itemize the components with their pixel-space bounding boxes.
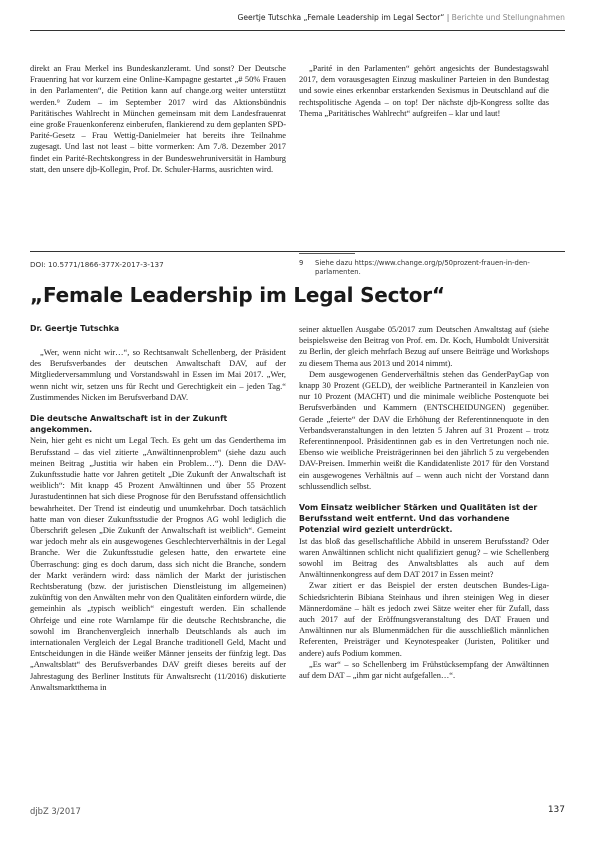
footnote-rule <box>299 253 355 254</box>
article-author: Dr. Geertje Tutschka <box>30 324 120 333</box>
footnote-number: 9 <box>299 259 304 267</box>
header-rule <box>30 30 565 31</box>
article-paragraph: „Es war“ – so Schellenberg im Frühstücksempfang der Anwältinnen auf dem DAT – „ihm gar nicht aufgefallen…“. <box>299 659 549 681</box>
running-header <box>0 13 565 22</box>
page-number: 137 <box>547 805 565 815</box>
article-paragraph: Ist das bloß das gesellschaftliche Abbild in unserem Berufsstand? Oder waren Anwältinnen schlicht nicht qualifiziert genug? – wie Schellenberg sowohl im Beitrag des Anwaltsblattes als auch auf dem Anwältinnenkongress auf dem DAT 2017 in Essen meint? <box>299 536 549 580</box>
footnote-text: Siehe dazu https://www.change.org/p/50prozent-frauen-in-den-parlamenten. <box>315 259 530 276</box>
journal-issue: djbZ 3/2017 <box>30 806 81 816</box>
footnote <box>299 259 549 277</box>
previous-article-closing-paragraph: „Parité in den Parlamenten“ gehört angesichts der Bundestagswahl 2017, dem vorausgesagten Einzug maskuliner Parteien in den Bundestag und sowie eines erkennbar erstarkenden Sexismus in Deutschland auf die rechtspolitische Agenda – on top! Der nächste djb-Kongress sollte das Thema „Paritätisches Wahlrecht“ aufgreifen – klar und laut! <box>299 64 549 118</box>
article-right-column <box>299 324 549 681</box>
article-paragraph: seiner aktuellen Ausgabe 05/2017 zum Deutschen Anwaltstag auf (siehe beispielsweise den Beitrag von Prof. em. Dr. Koch, Humboldt Universität zu Berlin, der gleich mehrfach Bezug auf unsere Beiträge und Workshops zu diesem Thema aus 2013 und 2014 nimmt). <box>299 325 549 368</box>
doi-rule <box>30 251 565 252</box>
previous-article-left-column <box>30 63 286 175</box>
previous-article-paragraph: direkt an Frau Merkel ins Bundeskanzleramt. Und sonst? Der Deutsche Frauenring hat vor kurzem eine Online-Kampagne gestartet „# 50% Frauen in den Parlamenten“, die Petition kann auf change.org weiter unterstützt werden.⁹ Zudem – im September 2017 wird das Aktionsbündnis Paritätisches Wahlrecht in München gemeinsam mit dem Landesfrauenrat eine große Frauenkonferenz einberufen, flankierend zu dem geplanten SPD-Parité-Gesetz – Frau Wettig-Danielmeier hat bereits ihre Teilnahme zugesagt. Und last not least – bitte vormerken: Am 7./8. Dezember 2017 findet ein Parité-Rechtskongress in der Bundeswehruniversität in Hamburg statt, den unsere djb-Kollegin, Prof. Dr. Schuler-Harms, ausrichten wird. <box>30 64 286 174</box>
doi: DOI: 10.5771/1866-377X-2017-3-137 <box>30 260 164 269</box>
section-category: Berichte und Stellungnahmen <box>451 13 565 22</box>
article-left-column <box>30 347 286 693</box>
running-title: Geertje Tutschka „Female Leadership im Legal Sector“ <box>237 13 445 22</box>
article-paragraph: „Wer, wenn nicht wir…“, so Rechtsanwalt Schellenberg, der Präsident des Berufsverbandes der deutschen Anwaltschaft DAV, auf der Mitgliederversammlung und Vorstandswahl in Essen im Mai 2017. „Wer, wenn nicht wir, setzen uns für Recht und Gerechtigkeit ein – jeden Tag.“ Zustimmendes Nicken im Berufsverband DAV. <box>30 348 286 402</box>
section-heading: Vom Einsatz weiblicher Stärken und Qualitäten ist der Berufsstand weit entfernt. Und das vorhandene Potenzial wird gezielt unterdrückt. <box>299 503 538 535</box>
section-heading: Die deutsche Anwaltschaft ist in der Zukunft angekommen. <box>30 414 228 435</box>
article-paragraph: Dem ausgewogenen Genderverhältnis stehen das GenderPayGap von knapp 30 Prozent (GELD), der weibliche Partneranteil in Kanzleien von nur 10 Prozent (MACHT) und die minimale weibliche Postenquote bei Berufsverbänden und Kammern (ENTSCHEIDUNGEN) gegenüber. Gerade „feierte“ der DAV die Erhöhung der Referentinnenquote in den Verbandsveranstaltungen in den letzten 5 Jahren auf 31 Prozent – trotz Referentinnenpool. Präsidentinnen gab es in den Vertretungen noch nie. Ebenso wie weibliche Preisträgerinnen bei den jährlich 5 zu vergebenden DAV-Preisen. Immerhin weißt die Kandidatenliste 2017 für den Vorstand ein ausgewogenes Verhältnis auf – wenn auch nicht der Vorstand dann schlussendlich selbst. <box>299 369 549 491</box>
previous-article-right-column <box>299 63 549 119</box>
article-title: „Female Leadership im Legal Sector“ <box>30 283 445 307</box>
article-paragraph: Zwar zitiert er das Beispiel der ersten deutschen Bundes-Liga-Schiedsrichterin Bibiana Steinhaus und ihren steinigen Weg in dieser Männerdomäne – hält es jedoch zwei Sätze weiter eher für Zufall, dass auch 2017 auf der Eröffnungsveranstaltung des DAT Frauen und Anwältinnen nur als Blumenmädchen für die ausschließlich männlichen Referenten, Preisträger und Keynotespeaker (Juristen, Politiker und andere) aufs Podium kommen. <box>299 581 549 658</box>
header-separator: | <box>446 13 450 22</box>
article-paragraph: Nein, hier geht es nicht um Legal Tech. Es geht um das Genderthema im Berufsstand – das viel zitierte „Anwältinnenproblem“ (siehe dazu auch meinen Beitrag „Justitia wir haben ein Problem…“). Denn die DAV-Zukunftsstudie hatte vor Jahren getitelt „Die Zukunft der Anwaltschaft ist weiblich“: Mit knapp 45 Prozent Anwältinnen und über 55 Prozent Jurastudentinnen hat sich diese Prognose für den Berufsstand offensichtlich bewahrheitet. Der Trend ist eindeutig und unumkehrbar. Doch tatsächlich hatte man von dieser Zukunftsstudie der Prognos AG wohl lediglich die Überschrift gelesen „Die Zukunft der Anwaltschaft ist weiblich“. Gemeint war jedoch mehr als ein ausgewogenes Geschlechterverhältnis in der Legal Branche. Wer die Zukunftsstudie gelesen hatte, den erwartete eine Überraschung: ging es doch darum, dass sich nicht die Branche, sondern der Markt verändern wird: dass nämlich der Markt der juristischen Rechtsberatung (bzw. der juristischen Dienstleistung im allgemeinen) zukünftig von den Anwälten mehr von den Qualitäten einfordern würde, die gemeinhin als „typisch weiblich“ eingestuft werden. Ein schallende Ohrfeige und eine rote Warnlampe für die deutsche Rechtsbranche, die sowohl im Branchenvergleich innerhalb Deutschlands als auch im internationalen Vergleich der Legal Branche traditionell Geld, Macht und Entscheidungen in die Hände weißer Männer jenseits der fünfzig legt. Das „Anwaltsblatt“ des Berufsverbandes DAV greift dieses bereits auf der Jahrestagung des Berliner Instituts für Anwaltsrecht (11/2016) diskutierte Anwaltsmarktthema in <box>30 436 286 692</box>
